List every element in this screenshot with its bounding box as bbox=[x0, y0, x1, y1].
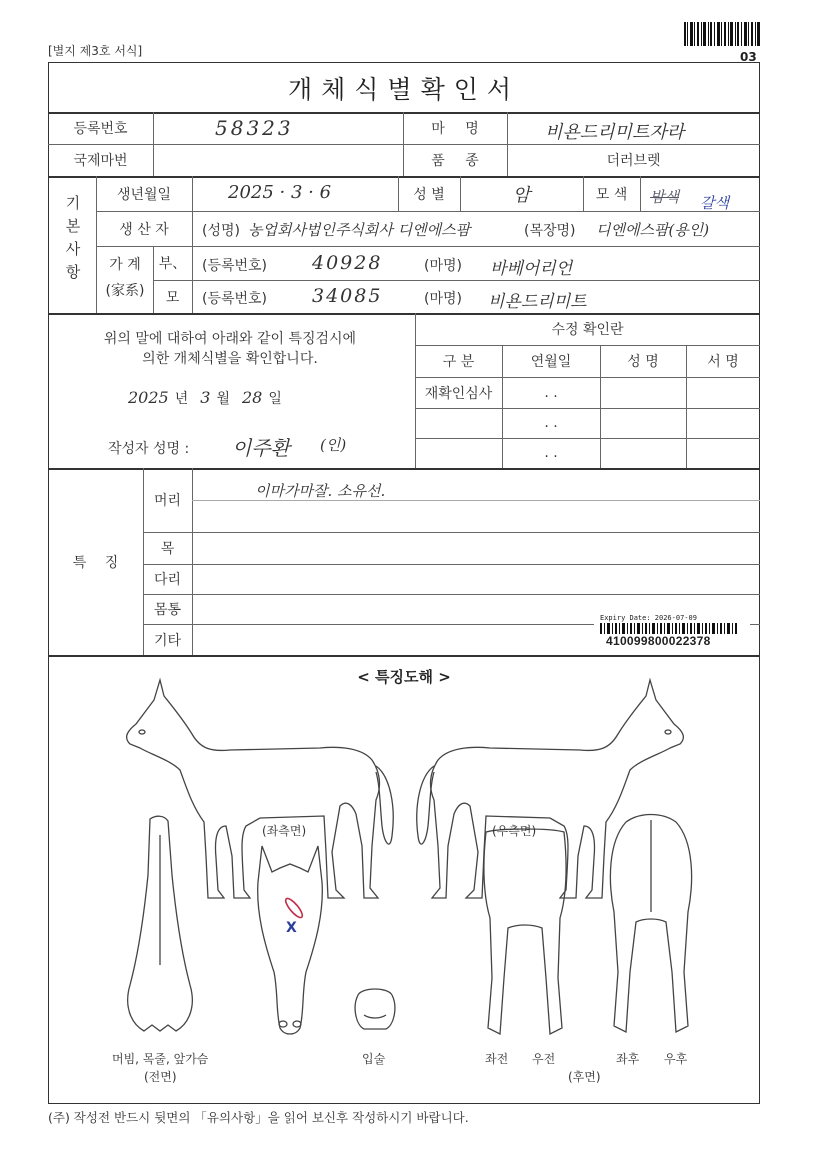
confirm-date bbox=[128, 388, 282, 408]
sire-regno-label: (등록번호) bbox=[202, 258, 268, 274]
date-month-unit: 월 bbox=[216, 391, 230, 407]
revision-row1-date: . . bbox=[544, 384, 558, 401]
horse-hind-legs-diagram bbox=[606, 812, 696, 1048]
horse-lips-diagram bbox=[350, 985, 400, 1035]
ranch-value: 디엔에스팜(용인) bbox=[596, 221, 710, 239]
reg-no-value: 58323 bbox=[215, 116, 294, 140]
revision-col-date: 연월일 bbox=[530, 354, 572, 370]
date-day-unit: 일 bbox=[268, 391, 282, 407]
feature-legs-label: 다리 bbox=[153, 572, 182, 588]
writer-value: 이주환 bbox=[232, 436, 290, 460]
date-year-unit: 년 bbox=[174, 391, 189, 407]
birth-label: 생년월일 bbox=[116, 186, 172, 203]
revision-row2-date: . . bbox=[544, 415, 558, 431]
form-label: [별지 제3호 서식] bbox=[48, 44, 143, 58]
feature-head-label: 머리 bbox=[153, 493, 182, 509]
feature-head-value: 이마가마잘. 소유선. bbox=[255, 482, 386, 500]
sire-name-value: 바베어리언 bbox=[490, 259, 573, 279]
page-number: 03 bbox=[740, 50, 757, 64]
revision-row1-type: 재확인심사 bbox=[424, 385, 493, 402]
confirm-statement-1: 위의 말에 대하여 아래와 같이 특징검시에 bbox=[103, 331, 357, 347]
feature-neck-label: 목 bbox=[160, 541, 175, 557]
diagram-title: < 특징도해 > bbox=[357, 667, 451, 686]
lips-label: 입술 bbox=[362, 1052, 386, 1066]
sire-name-label: (마명) bbox=[424, 258, 462, 274]
sire-regno-value: 40928 bbox=[312, 252, 383, 274]
top-barcode bbox=[684, 22, 760, 46]
breed-label: 품 종 bbox=[431, 153, 479, 169]
feature-body-label: 몸통 bbox=[153, 602, 182, 618]
left-front-label: 좌전 bbox=[485, 1052, 509, 1066]
horse-front-legs-diagram bbox=[470, 828, 580, 1048]
right-side-label: (우측면) bbox=[492, 824, 537, 838]
sticker-barcode bbox=[600, 623, 738, 634]
writer-label: 작성자 성명 : bbox=[108, 441, 190, 457]
revision-col-name: 성 명 bbox=[627, 354, 659, 370]
producer-name-label: (성명) bbox=[202, 223, 240, 239]
confirm-statement-2: 의한 개체식별을 확인합니다. bbox=[142, 351, 318, 367]
date-day: 28 bbox=[241, 388, 263, 407]
footer-note: (주) 작성전 반드시 뒷면의 「유의사항」을 읽어 보신후 작성하시기 바랍니다. bbox=[48, 1110, 469, 1125]
revision-col-type: 구 분 bbox=[442, 354, 475, 370]
rear-label: (후면) bbox=[568, 1070, 601, 1084]
revision-col-sign: 서 명 bbox=[707, 354, 739, 370]
right-front-label: 우전 bbox=[532, 1052, 556, 1066]
horse-front-chest-diagram bbox=[120, 815, 200, 1045]
feature-other-label: 기타 bbox=[153, 632, 182, 649]
date-month: 3 bbox=[200, 388, 211, 407]
dam-regno-value: 34085 bbox=[312, 285, 383, 307]
revision-title: 수정 확인란 bbox=[551, 322, 624, 338]
color-struck-value: 밤색 bbox=[650, 188, 679, 206]
features-section-label: 특 징 bbox=[72, 554, 119, 571]
dam-regno-label: (등록번호) bbox=[202, 291, 268, 307]
right-hind-label: 우후 bbox=[664, 1052, 688, 1066]
reg-no-label: 등록번호 bbox=[73, 121, 128, 137]
front-caption: 머빔, 목줄, 앞가슴 bbox=[112, 1052, 209, 1066]
sex-value: 암 bbox=[512, 184, 531, 206]
left-hind-label: 좌후 bbox=[616, 1052, 640, 1066]
intl-no-label: 국제마번 bbox=[73, 153, 128, 169]
expiry-sticker bbox=[594, 612, 750, 650]
front-label: (전면) bbox=[144, 1070, 177, 1084]
pedigree-hanja: (家系) bbox=[105, 283, 145, 299]
page-title: 개체식별확인서 bbox=[287, 75, 521, 104]
head-mark-x: X bbox=[286, 920, 297, 936]
pedigree-label: 가 계 bbox=[109, 257, 141, 273]
producer-label: 생 산 자 bbox=[119, 221, 169, 238]
dam-name-value: 비욘드리미트 bbox=[488, 292, 587, 312]
dam-name-label: (마명) bbox=[424, 291, 462, 307]
sire-label: 부、 bbox=[158, 256, 187, 272]
color-value: 갈색 bbox=[700, 194, 729, 212]
sex-label: 성 별 bbox=[413, 186, 445, 203]
producer-name-value: 농업회사법인주식회사 디엔에스팜 bbox=[248, 221, 471, 239]
birth-value: 2025 · 3 · 6 bbox=[228, 182, 332, 203]
ranch-label: (목장명) bbox=[524, 223, 576, 239]
date-year: 2025 bbox=[128, 388, 169, 407]
basic-section-label: 기본사항 bbox=[65, 194, 81, 281]
expiry-date-text: Expiry Date: 2026-07-09 bbox=[600, 614, 697, 622]
horse-name-value: 비욘드리미트자라 bbox=[545, 122, 685, 143]
dam-label: 모 bbox=[165, 289, 180, 306]
horse-name-label: 마 명 bbox=[431, 121, 479, 137]
color-label: 모 색 bbox=[595, 186, 628, 203]
revision-row3-date: . . bbox=[544, 445, 558, 461]
left-side-label: (좌측면) bbox=[262, 824, 307, 838]
horse-head-front-diagram bbox=[250, 842, 330, 1040]
writer-seal: (인) bbox=[320, 436, 347, 454]
breed-value: 더러브렛 bbox=[606, 153, 661, 169]
barcode-number: 410099800022378 bbox=[606, 634, 711, 648]
